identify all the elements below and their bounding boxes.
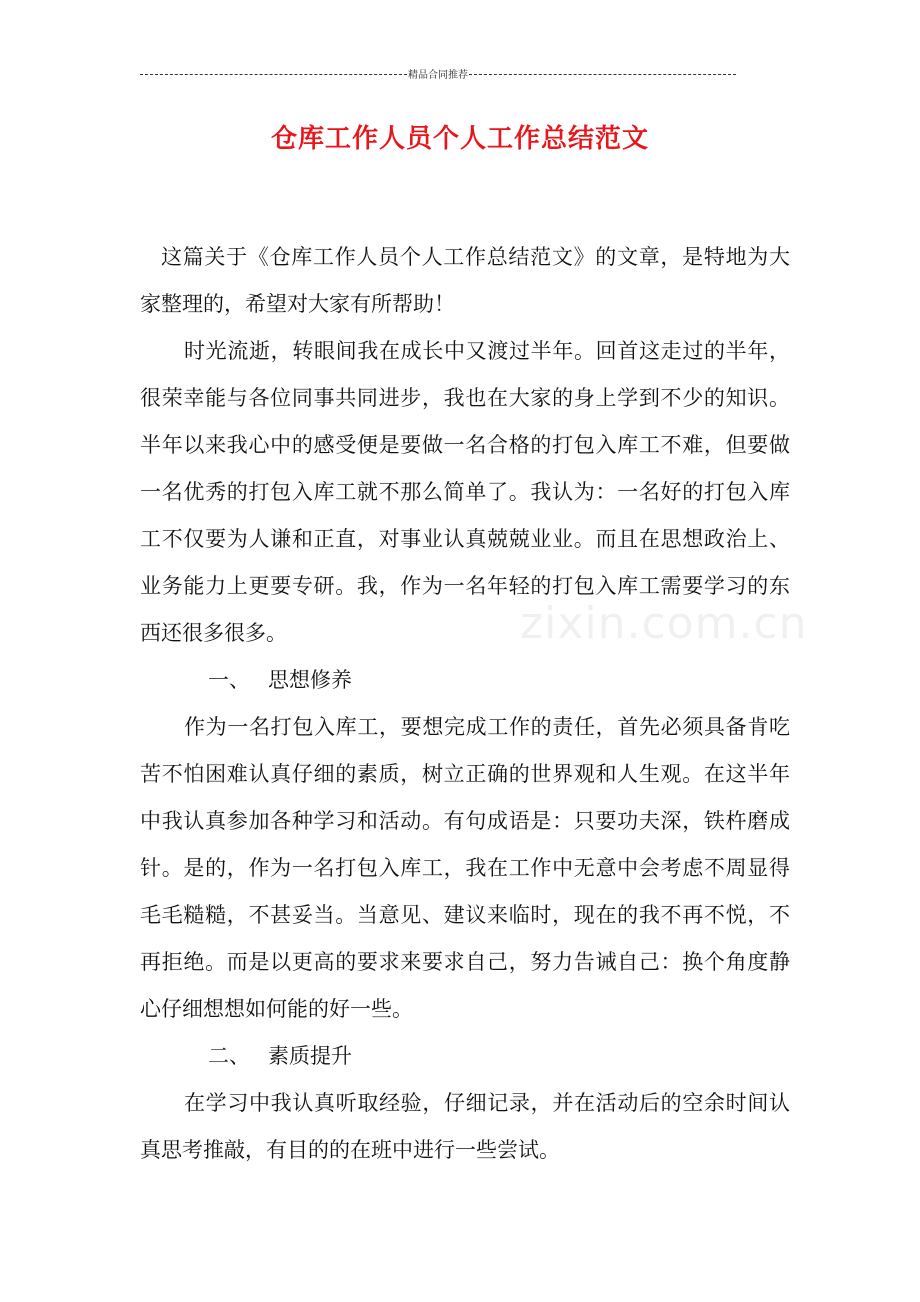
section-heading-2-number: 二、 (208, 1044, 250, 1068)
paragraph-3: 在学习中我认真听取经验，仔细记录，并在活动后的空余时间认真思考推敲，有目的的在班中进行一些尝试。 (140, 1091, 790, 1162)
page-header (140, 66, 736, 81)
document-title: 仓库工作人员个人工作总结范文 (270, 124, 649, 154)
document-body (140, 234, 790, 1174)
intro-paragraph: 这篇关于《仓库工作人员个人工作总结范文》的文章，是特地为大家整理的，希望对大家有所帮助！ (140, 245, 790, 316)
watermark-text: zixin.com.cn (520, 598, 808, 649)
header-label: 精品合同推荐 (408, 70, 468, 81)
paragraph-2: 作为一名打包入库工，要想完成工作的责任，首先必须具备肯吃苦不怕困难认真仔细的素质，树立正确的世界观和人生观。在这半年中我认真参加各种学习和活动。有句成语是：只要功夫深，铁杵磨成针。是的，作为一名打包入库工，我在工作中无意中会考虑不周显得毛毛糙糙，不甚妥当。当意见、建议来临时，现在的我不再不悦，不再拒绝。而是以更高的要求来要求自己，努力告诫自己：换个角度静心仔细想想如何能的好一些。 (140, 715, 790, 1021)
header-right-dashes (469, 74, 736, 75)
section-heading-2-text: 素质提升 (268, 1044, 352, 1068)
header-left-dashes (140, 74, 407, 75)
section-heading-2 (140, 1033, 790, 1080)
section-heading-1 (140, 657, 790, 704)
section-heading-1-number: 一、 (208, 668, 250, 692)
paragraph-1: 时光流逝，转眼间我在成长中又渡过半年。回首这走过的半年，很荣幸能与各位同事共同进步，我也在大家的身上学到不少的知识。半年以来我心中的感受便是要做一名合格的打包入库工不难，但要做一名优秀的打包入库工就不那么简单了。我认为：一名好的打包入库工不仅要为人谦和正直，对事业认真兢兢业业。而且在思想政治上、业务能力上更要专研。我，作为一名年轻的打包入库工需要学习的东西还很多很多。 (140, 339, 790, 645)
section-heading-1-text: 思想修养 (268, 668, 352, 692)
